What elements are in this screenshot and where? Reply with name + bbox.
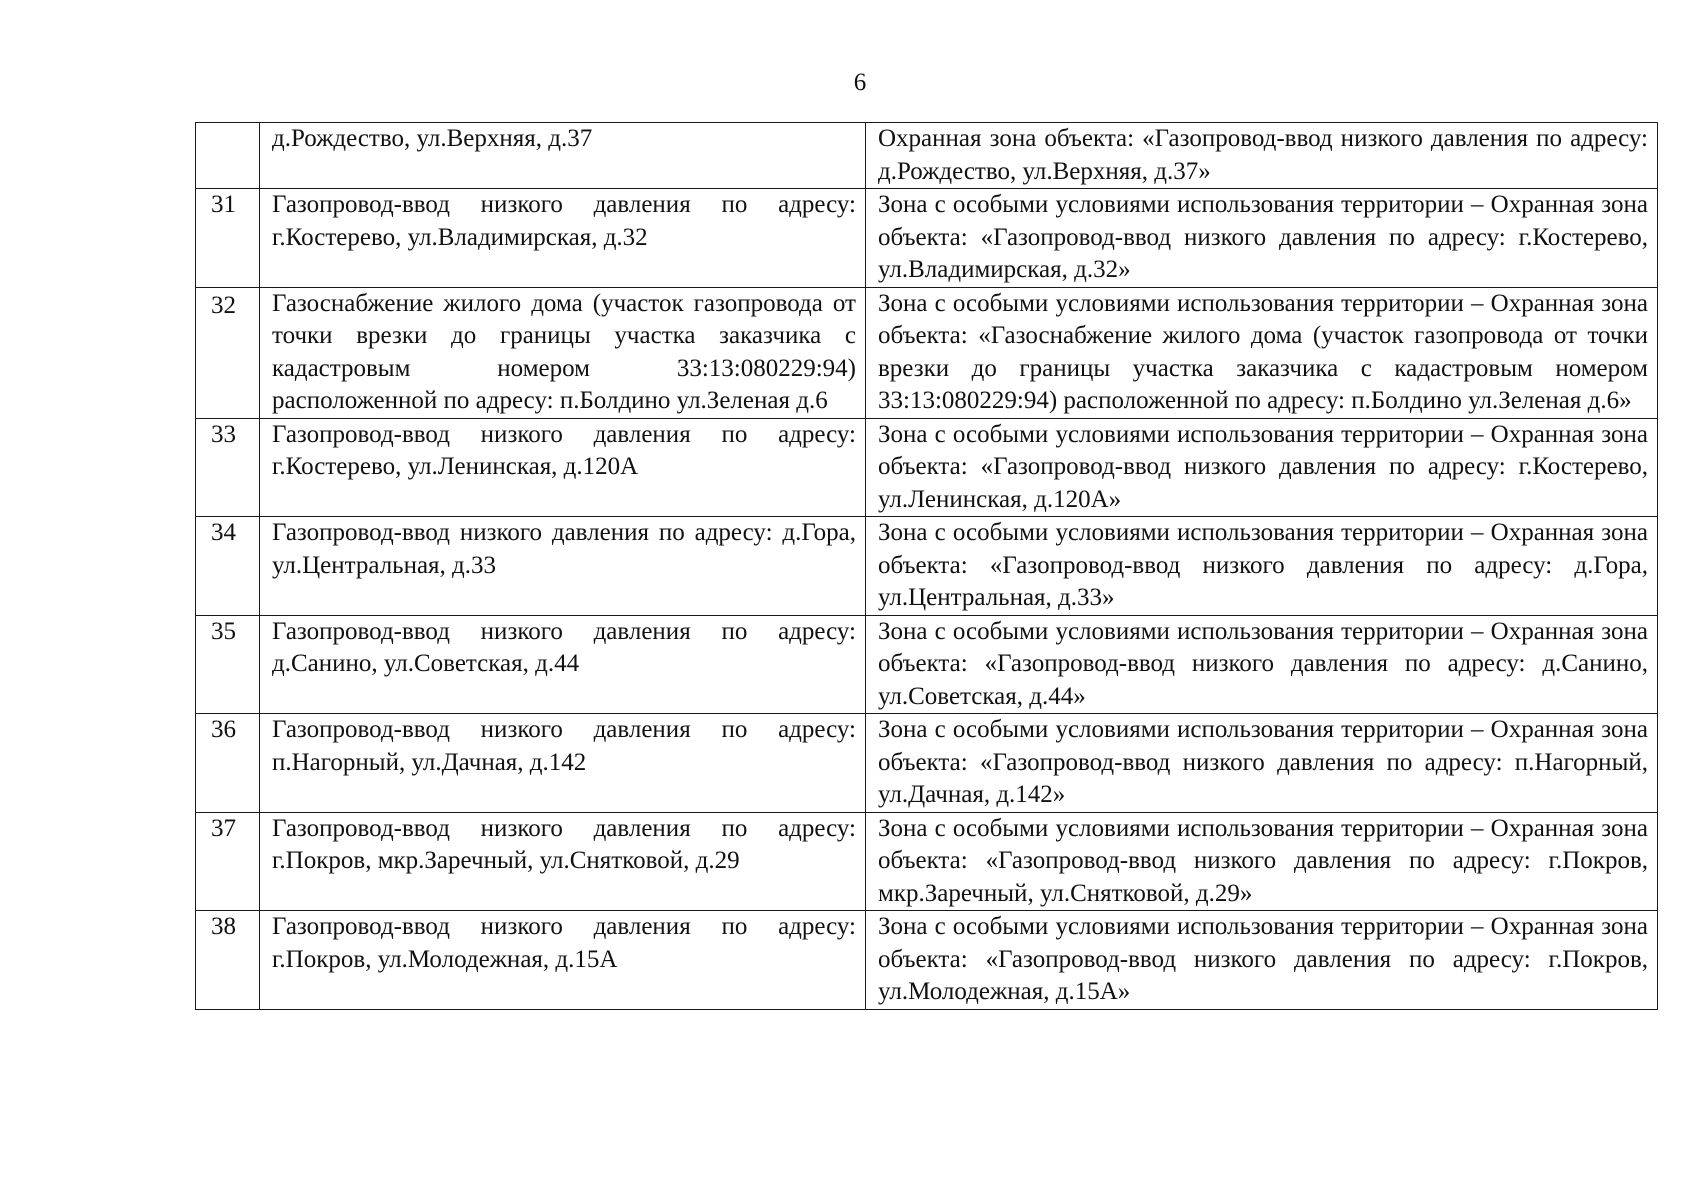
row-number: 35 xyxy=(196,615,260,714)
table-row xyxy=(196,517,1658,616)
zone-description: Зона с особыми условиями использования территории – Охранная зона объекта: «Газопровод-ввод низкого давления по адресу: п.Нагорный, ул.Дачная, д.142» xyxy=(866,714,1658,813)
zone-description: Зона с особыми условиями использования территории – Охранная зона объекта: «Газопровод-ввод низкого давления по адресу: д.Гора, ул.Центральная, д.33» xyxy=(866,517,1658,616)
row-number xyxy=(196,123,260,189)
table-row xyxy=(196,123,1658,189)
row-number: 36 xyxy=(196,714,260,813)
zone-description: Зона с особыми условиями использования территории – Охранная зона объекта: «Газоснабжение жилого дома (участок газопровода от точки врезки до границы участка заказчика с кадастровым номером 33:13:080229:94) расположенной по адресу: п.Болдино ул.Зеленая д.6» xyxy=(866,287,1658,418)
object-name: Газопровод-ввод низкого давления по адресу: г.Покров, мкр.Заречный, ул.Снятковой, д.29 xyxy=(260,812,866,911)
zone-description: Зона с особыми условиями использования территории – Охранная зона объекта: «Газопровод-ввод низкого давления по адресу: д.Санино, ул.Советская, д.44» xyxy=(866,615,1658,714)
zone-description: Охранная зона объекта: «Газопровод-ввод низкого давления по адресу: д.Рождество, ул.Верхняя, д.37» xyxy=(866,123,1658,189)
object-name: Газопровод-ввод низкого давления по адресу: д.Санино, ул.Советская, д.44 xyxy=(260,615,866,714)
table-row xyxy=(196,911,1658,1010)
page-number: 6 xyxy=(853,69,867,96)
object-name: Газоснабжение жилого дома (участок газопровода от точки врезки до границы участка заказчика с кадастровым номером 33:13:080229:94) расположенной по адресу: п.Болдино ул.Зеленая д.6 xyxy=(260,287,866,418)
row-number: 32 xyxy=(196,287,260,418)
row-number: 38 xyxy=(196,911,260,1010)
table-row xyxy=(196,812,1658,911)
zones-table xyxy=(195,122,1658,1010)
table-row xyxy=(196,189,1658,288)
zone-description: Зона с особыми условиями использования территории – Охранная зона объекта: «Газопровод-ввод низкого давления по адресу: г.Покров, ул.Молодежная, д.15А» xyxy=(866,911,1658,1010)
object-name: Газопровод-ввод низкого давления по адресу: г.Костерево, ул.Ленинская, д.120А xyxy=(260,418,866,517)
table-row xyxy=(196,418,1658,517)
row-number: 37 xyxy=(196,812,260,911)
object-name: Газопровод-ввод низкого давления по адресу: п.Нагорный, ул.Дачная, д.142 xyxy=(260,714,866,813)
table-row xyxy=(196,287,1658,418)
table-row xyxy=(196,615,1658,714)
row-number: 31 xyxy=(196,189,260,288)
object-name: д.Рождество, ул.Верхняя, д.37 xyxy=(260,123,866,189)
row-number: 33 xyxy=(196,418,260,517)
object-name: Газопровод-ввод низкого давления по адресу: г.Покров, ул.Молодежная, д.15А xyxy=(260,911,866,1010)
zone-description: Зона с особыми условиями использования территории – Охранная зона объекта: «Газопровод-ввод низкого давления по адресу: г.Костерево, ул.Ленинская, д.120А» xyxy=(866,418,1658,517)
object-name: Газопровод-ввод низкого давления по адресу: г.Костерево, ул.Владимирская, д.32 xyxy=(260,189,866,288)
object-name: Газопровод-ввод низкого давления по адресу: д.Гора, ул.Центральная, д.33 xyxy=(260,517,866,616)
row-number: 34 xyxy=(196,517,260,616)
zone-description: Зона с особыми условиями использования территории – Охранная зона объекта: «Газопровод-ввод низкого давления по адресу: г.Костерево, ул.Владимирская, д.32» xyxy=(866,189,1658,288)
table-row xyxy=(196,714,1658,813)
zone-description: Зона с особыми условиями использования территории – Охранная зона объекта: «Газопровод-ввод низкого давления по адресу: г.Покров, мкр.Заречный, ул.Снятковой, д.29» xyxy=(866,812,1658,911)
